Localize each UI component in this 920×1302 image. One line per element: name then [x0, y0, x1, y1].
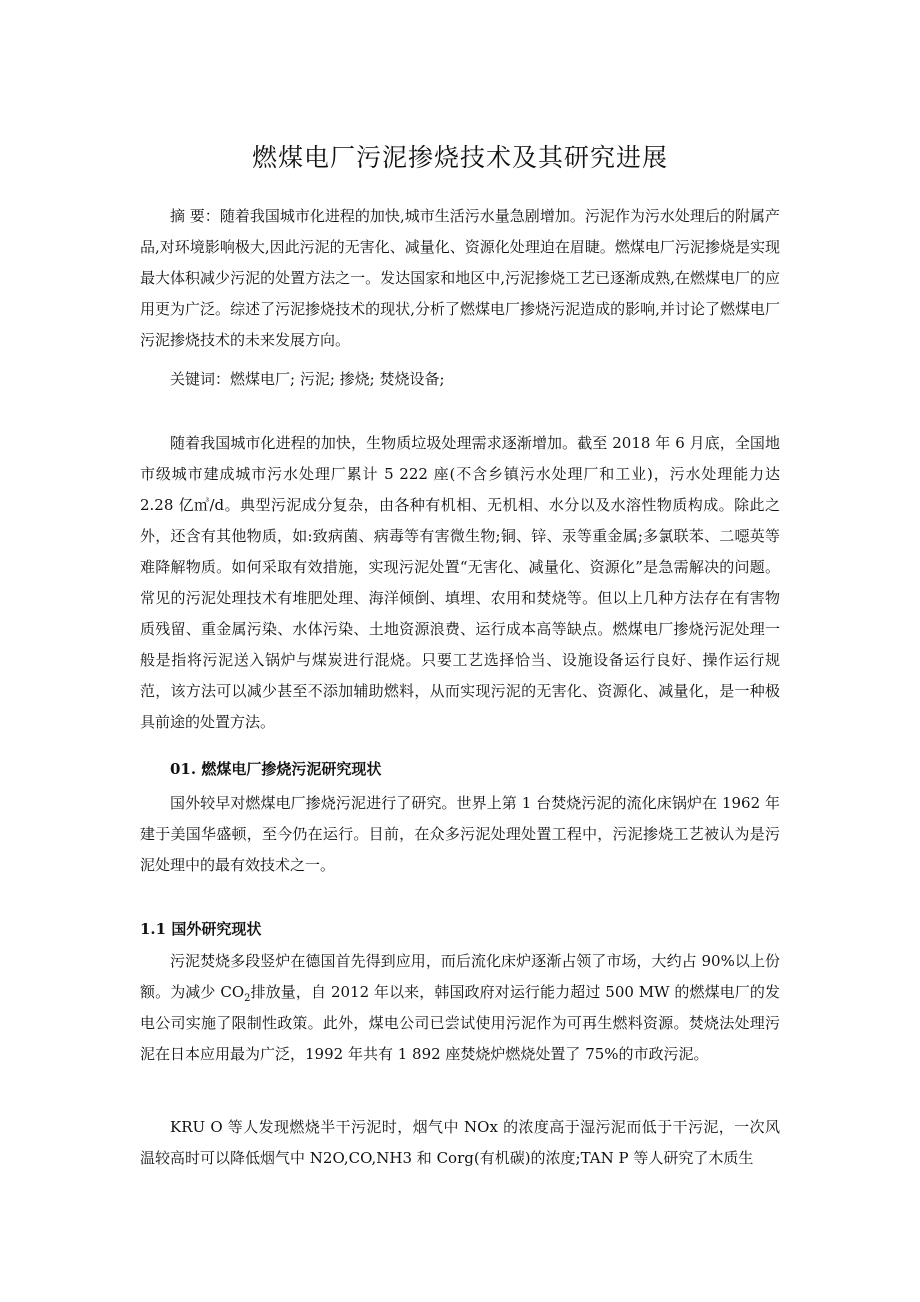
document-title: 燃煤电厂污泥掺烧技术及其研究进展: [251, 143, 668, 172]
section-1-1-text-part1: 污泥焚烧多段竖炉在德国首先得到应用，而后流化床炉逐渐占领了市场，大约占 90%以上份额。为减少 CO: [140, 952, 780, 1001]
abstract-label: 摘 要：: [170, 207, 220, 225]
intro-paragraph: 随着我国城市化进程的加快，生物质垃圾处理需求逐渐增加。截至 2018 年 6 月底，全国地市级城市建成城市污水处理厂累计 5 222 座(不含乡镇污水处理厂和工业)，污水处理能力达 2.28 亿㎥/d。典型污泥成分复杂，由各种有机相、无机相、水分以及水溶性物质构成。除此之外，还含有其他物质，如:致病菌、病毒等有害微生物;铜、锌、汞等重金属;多氯联苯、二噁英等难降解物质。如何采取有效措施，实现污泥处置“无害化、减量化、资源化”是急需解决的问题。常见的污泥处理技术有堆肥处理、海洋倾倒、填埋、农用和焚烧等。但以上几种方法存在有害物质残留、重金属污染、水体污染、土地资源浪费、运行成本高等缺点。燃煤电厂掺烧污泥处理一般是指将污泥送入锅炉与煤炭进行混烧。只要工艺选择恰当、设施设备运行良好、操作运行规范，该方法可以减少甚至不添加辅助燃料，从而实现污泥的无害化、资源化、减量化，是一种极具前途的处置方法。: [140, 434, 780, 731]
abstract-paragraph: [140, 201, 780, 356]
section-1-1-paragraph: [140, 946, 780, 1070]
keywords-text: 燃煤电厂; 污泥; 掺烧; 焚烧设备;: [230, 370, 445, 388]
co2-subscript: 2: [244, 993, 251, 1004]
keywords-label: 关键词：: [170, 370, 231, 388]
abstract-text: 随着我国城市化进程的加快,城市生活污水量急剧增加。污泥作为污水处理后的附属产品,对环境影响极大,因此污泥的无害化、减量化、资源化处理迫在眉睫。燃煤电厂污泥掺烧是实现最大体积减少污泥的处置方法之一。发达国家和地区中,污泥掺烧工艺已逐渐成熟,在燃煤电厂的应用更为广泛。综述了污泥掺烧技术的现状,分析了燃煤电厂掺烧污泥造成的影响,并讨论了燃煤电厂污泥掺烧技术的未来发展方向。: [140, 207, 780, 349]
section-1-1-text-part2: 排放量，自 2012 年以来，韩国政府对运行能力超过 500 MW 的燃煤电厂的发电公司实施了限制性政策。此外，煤电公司已尝试使用污泥作为可再生燃料资源。焚烧法处理污泥在日本应用最为广泛，1992 年共有 1 892 座焚烧炉燃烧处置了 75%的市政污泥。: [140, 983, 780, 1063]
keywords-paragraph: [140, 364, 780, 395]
section-1-paragraph: 国外较早对燃煤电厂掺烧污泥进行了研究。世界上第 1 台焚烧污泥的流化床锅炉在 1962 年建于美国华盛顿，至今仍在运行。目前，在众多污泥处理处置工程中，污泥掺烧工艺被认为是污泥处理中的最有效技术之一。: [140, 794, 780, 874]
section-1-1-heading: 1.1 国外研究现状: [140, 920, 262, 938]
section-1-heading: 01. 燃煤电厂掺烧污泥研究现状: [170, 760, 382, 778]
section-1-1-paragraph-2: KRU O 等人发现燃烧半干污泥时，烟气中 NOx 的浓度高于湿污泥而低于干污泥，一次风温较高时可以降低烟气中 N2O,CO,NH3 和 Corg(有机碳)的浓度;TAN P 等人研究了木质生: [140, 1118, 780, 1167]
